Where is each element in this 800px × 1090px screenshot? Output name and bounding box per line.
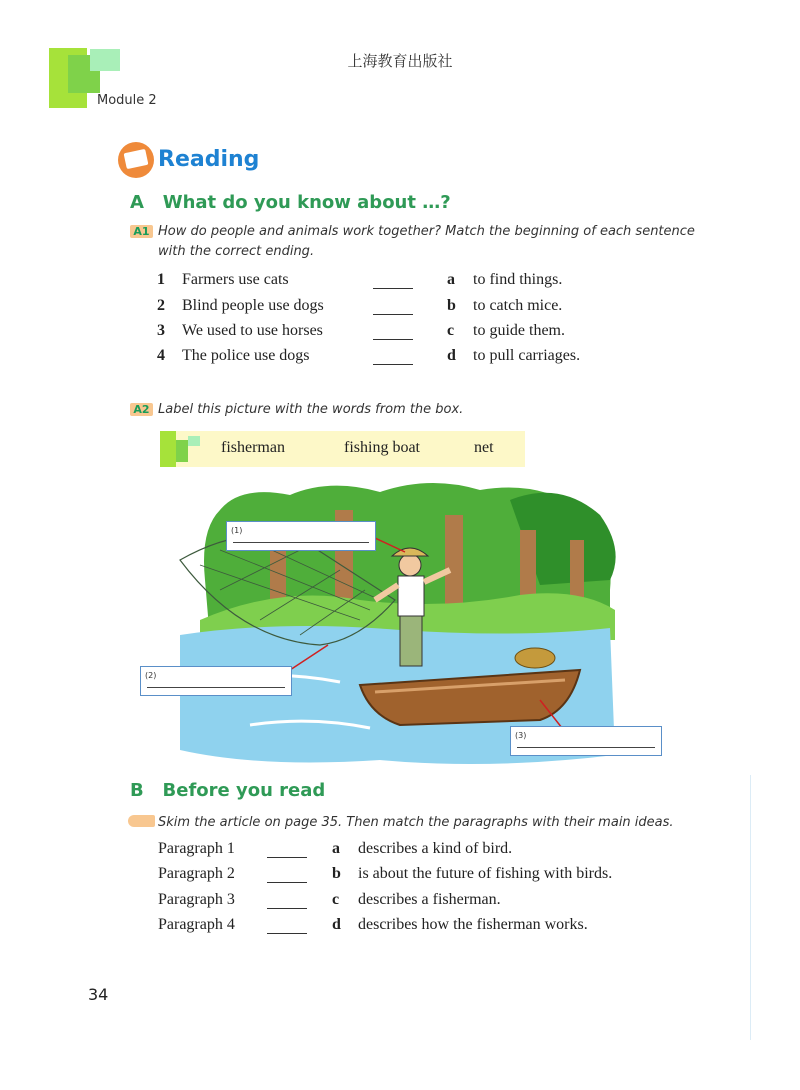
word-box-word: fisherman: [221, 439, 285, 456]
a1-row-number: 2: [157, 297, 165, 314]
word-box: [160, 431, 525, 467]
a1-row-text: Farmers use cats: [182, 271, 289, 288]
answer-blank[interactable]: [373, 276, 413, 289]
b-row-paragraph: Paragraph 3: [158, 891, 235, 908]
a1-row-letter: c: [447, 322, 455, 339]
reading-title: Reading: [158, 147, 260, 172]
label-box-2[interactable]: [140, 666, 292, 696]
a1-row-text: We used to use horses: [182, 322, 323, 339]
section-b-title: B Before you read: [130, 780, 326, 801]
module-label: Module 2: [97, 93, 157, 108]
b-row-letter: d: [332, 916, 341, 933]
page-edge-rule: [750, 775, 751, 1040]
answer-blank[interactable]: [373, 327, 413, 340]
b-row-letter: a: [332, 840, 340, 857]
b-row-paragraph: Paragraph 1: [158, 840, 235, 857]
a2-instruction: Label this picture with the words from the box.: [158, 402, 464, 417]
b-row-paragraph: Paragraph 4: [158, 916, 235, 933]
a1-instruction-line2: with the correct ending.: [158, 244, 315, 259]
label-number: (2): [145, 671, 157, 680]
page-number: 34: [88, 985, 109, 1004]
a1-row-number: 1: [157, 271, 165, 288]
a1-row-letter: b: [447, 297, 456, 314]
a1-row-text: Blind people use dogs: [182, 297, 324, 314]
b-row-letter: b: [332, 865, 341, 882]
b-row-idea: describes a kind of bird.: [358, 840, 513, 857]
fishing-illustration: [160, 470, 620, 770]
a1-row-letter: d: [447, 347, 456, 364]
a1-tag: A1: [130, 225, 153, 238]
b-tag: [128, 815, 155, 827]
label-number: (1): [231, 526, 243, 535]
answer-blank[interactable]: [267, 921, 307, 934]
label-answer-line: [233, 542, 369, 543]
answer-blank[interactable]: [267, 870, 307, 883]
b-row-idea: describes how the fisherman works.: [358, 916, 588, 933]
answer-blank[interactable]: [373, 352, 413, 365]
section-a-title: A What do you know about …?: [130, 192, 451, 213]
publisher-name: 上海教育出版社: [347, 52, 453, 70]
word-box-word: net: [474, 439, 494, 456]
a2-tag: A2: [130, 403, 153, 416]
a1-row-text: The police use dogs: [182, 347, 310, 364]
a1-instruction-line1: How do people and animals work together? Match the beginning of each sentence: [158, 224, 695, 239]
label-answer-line: [147, 687, 285, 688]
b-row-paragraph: Paragraph 2: [158, 865, 235, 882]
fisherman-trousers: [400, 616, 422, 666]
word-box-decoration: [160, 431, 176, 467]
a1-row-number: 3: [157, 322, 165, 339]
label-box-3[interactable]: [510, 726, 662, 756]
answer-blank[interactable]: [373, 302, 413, 315]
a1-row-letter: a: [447, 271, 455, 288]
fisherman-head: [399, 554, 421, 576]
label-number: (3): [515, 731, 527, 740]
word-box-decoration-square-light: [188, 436, 200, 446]
a1-row-number: 4: [157, 347, 165, 364]
word-box-decoration-square: [176, 440, 188, 462]
b-row-idea: is about the future of fishing with birds.: [358, 865, 613, 882]
b-instruction: Skim the article on page 35. Then match the paragraphs with their main ideas.: [158, 815, 674, 830]
fisherman-shirt: [398, 576, 424, 616]
label-box-1[interactable]: [226, 521, 376, 551]
a1-row-ending: to find things.: [473, 271, 563, 288]
word-box-word: fishing boat: [344, 439, 420, 456]
a1-row-ending: to pull carriages.: [473, 347, 581, 364]
b-row-idea: describes a fisherman.: [358, 891, 501, 908]
a1-row-ending: to catch mice.: [473, 297, 563, 314]
label-answer-line: [517, 747, 655, 748]
answer-blank[interactable]: [267, 845, 307, 858]
answer-blank[interactable]: [267, 896, 307, 909]
a1-row-ending: to guide them.: [473, 322, 565, 339]
fish-basket: [515, 648, 555, 668]
b-row-letter: c: [332, 891, 340, 908]
